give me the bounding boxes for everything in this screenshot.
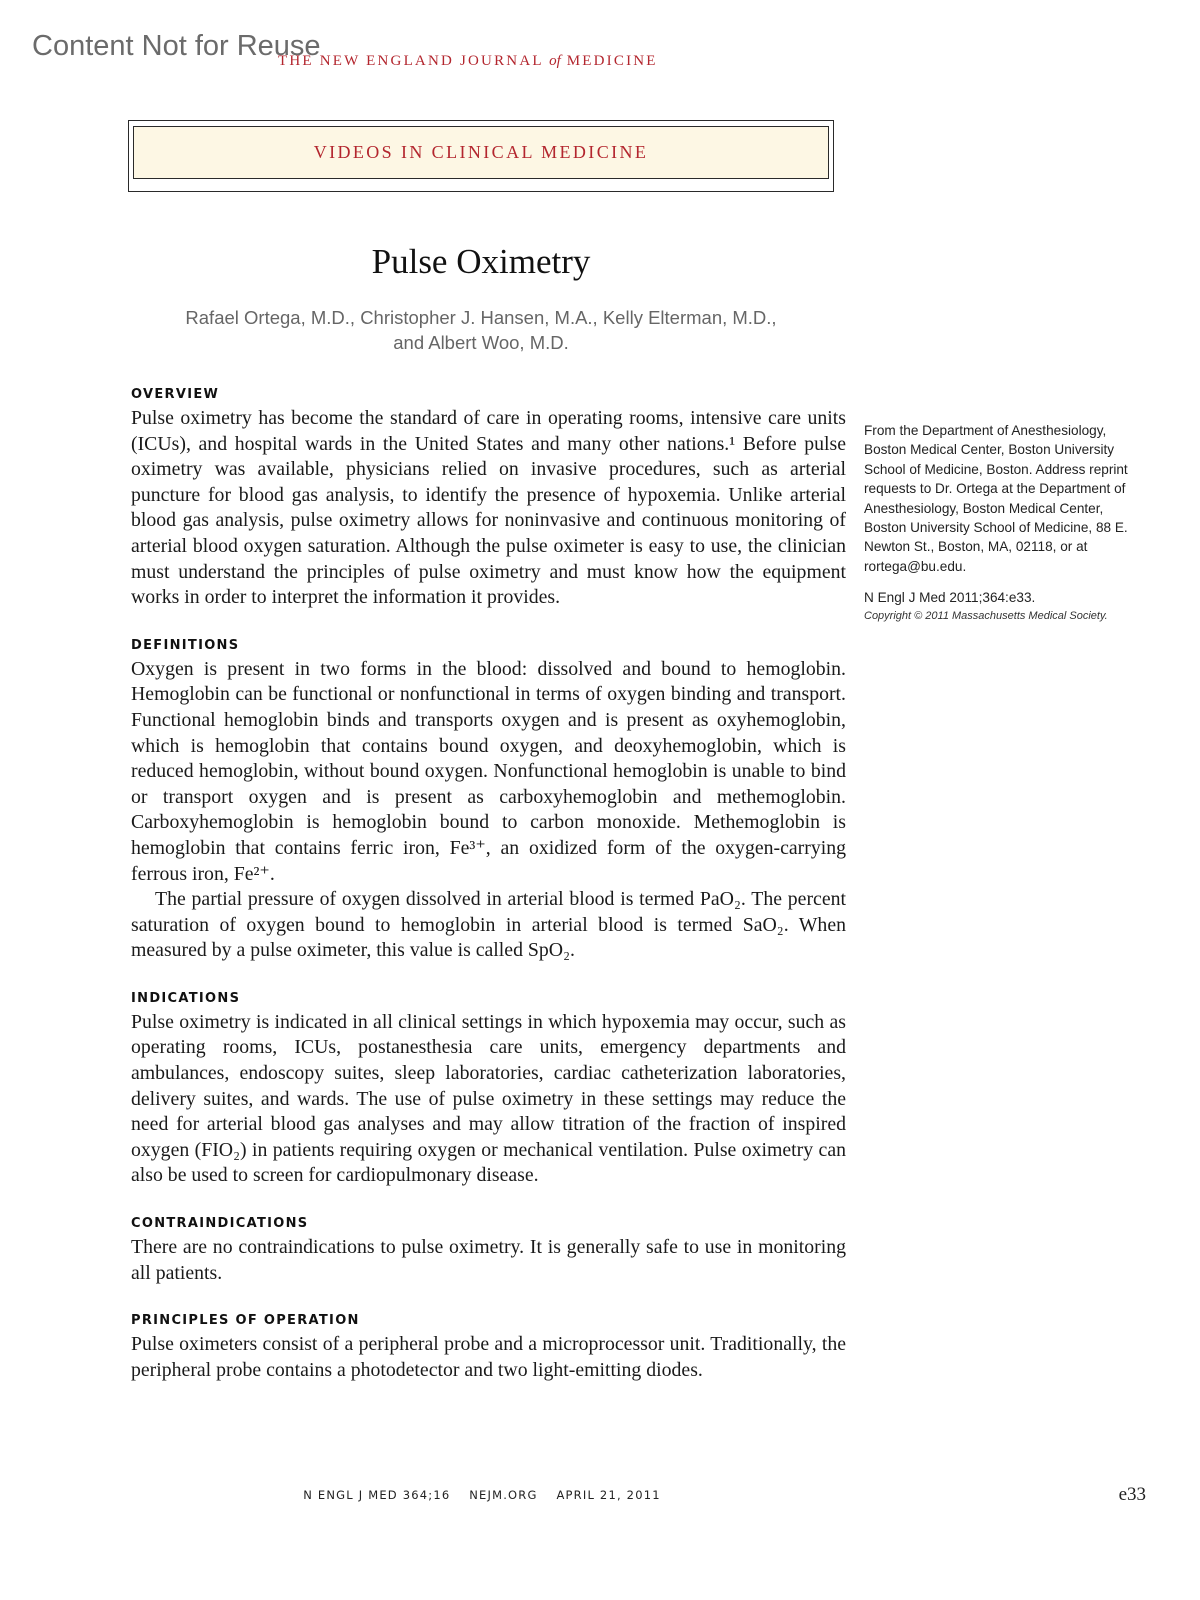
paragraph: The partial pressure of oxygen dissolved in arterial blood is termed PaO₂. The percent saturation of oxygen bound to hemoglobin in arterial blood is termed SaO₂. When measured by a pulse oximeter, this value is called SpO₂. [131, 888, 846, 962]
section-definitions [131, 638, 846, 964]
watermark: Content Not for Reuse [32, 30, 321, 62]
section-heading: PRINCIPLES OF OPERATION [131, 1313, 360, 1329]
section-heading: CONTRAINDICATIONS [131, 1216, 309, 1232]
paragraph: There are no contraindications to pulse oximetry. It is generally safe to use in monitoring all patients. [131, 1236, 846, 1284]
masthead-prefix: THE NEW ENGLAND JOURNAL [278, 53, 544, 69]
section-overview [131, 387, 846, 611]
author-affiliation-sidebar [864, 421, 1144, 624]
copyright: Copyright © 2011 Massachusetts Medical Society. [864, 609, 1108, 622]
section-heading: OVERVIEW [131, 387, 220, 402]
journal-masthead [278, 53, 658, 70]
masthead-of: of [549, 53, 561, 69]
paragraph: Pulse oximeters consist of a peripheral probe and a microprocessor unit. Traditionally, the peripheral probe contains a photodetector and two light-emitting diodes. [131, 1333, 846, 1381]
paragraph: Oxygen is present in two forms in the blood: dissolved and bound to hemoglobin. Hemoglobin can be functional or nonfunctional in terms of oxygen binding and transport. Functional hemoglobin binds and transports oxygen and is present as oxyhemoglobin, which is hemoglobin that contains bound oxygen, and deoxyhemoglobin, which is reduced hemoglobin, without bound oxygen. Nonfunctional hemoglobin is unable to bind or transport oxygen and is present as carboxyhemoglobin and methemoglobin. Carboxyhemoglobin is hemoglobin bound to carbon monoxide. Methemoglobin is hemoglobin that contains ferric iron, Fe³⁺, an oxidized form of the oxygen-carrying ferrous iron, Fe²⁺. [131, 657, 846, 885]
author-line-2: and Albert Woo, M.D. [393, 332, 569, 353]
author-line-1: Rafael Ortega, M.D., Christopher J. Hansen, M.A., Kelly Elterman, M.D., [185, 307, 777, 328]
section-heading: DEFINITIONS [131, 637, 240, 653]
section-banner [128, 120, 834, 192]
affiliation-note: From the Department of Anesthesiology, Boston Medical Center, Boston University School of Medicine, Boston. Address reprint requests to Dr. Ortega at the Department of Anesthesiology, Boston Medical Center, Boston University School of Medicine, 88 E. Newton St., Boston, MA, 02118, or at rortega@bu.edu. [864, 423, 1128, 574]
citation: N Engl J Med 2011;364:e33. [864, 590, 1036, 606]
masthead-suffix: MEDICINE [566, 53, 658, 69]
paragraph: Pulse oximetry is indicated in all clinical settings in which hypoxemia may occur, such as operating rooms, ICUs, postanesthesia care units, emergency departments and ambulances, endoscopy suites, sleep laboratories, cardiac catheterization laboratories, delivery suites, and wards. The use of pulse oximetry in these settings may reduce the need for arterial blood gas analyses and may allow titration of the fraction of inspired oxygen (FIO₂) in patients requiring oxygen or mechanical ventilation. Pulse oximetry can also be used to screen for cardiopulmonary disease. [131, 1010, 846, 1187]
footer-journal: N ENGL J MED 364;16 [303, 1488, 451, 1502]
section-principles [131, 1313, 846, 1383]
section-banner-box [133, 126, 829, 179]
section-contraindications [131, 1216, 846, 1286]
section-indications [131, 991, 846, 1189]
footer-site: NEJM.ORG [469, 1488, 538, 1502]
section-heading: INDICATIONS [131, 990, 241, 1006]
page-number: e33 [1118, 1484, 1146, 1505]
section-banner-label: VIDEOS IN CLINICAL MEDICINE [313, 142, 649, 162]
article-body [131, 387, 846, 1410]
page-footer [0, 1488, 964, 1502]
paragraph: Pulse oximetry has become the standard of care in operating rooms, intensive care units (ICUs), and hospital wards in the United States and many other nations.¹ Before pulse oximetry was available, physicians relied on invasive procedures, such as arterial puncture for blood gas analysis, to identify the presence of hypoxemia. Unlike arterial blood gas analysis, pulse oximetry allows for noninvasive and continuous monitoring of arterial blood oxygen saturation. Although the pulse oximeter is easy to use, the clinician must understand the principles of pulse oximetry and must know how the equipment works in order to interpret the information it provides. [131, 407, 846, 609]
author-list [128, 305, 834, 355]
article-title: Pulse Oximetry [371, 242, 591, 281]
footer-date: APRIL 21, 2011 [556, 1488, 661, 1502]
